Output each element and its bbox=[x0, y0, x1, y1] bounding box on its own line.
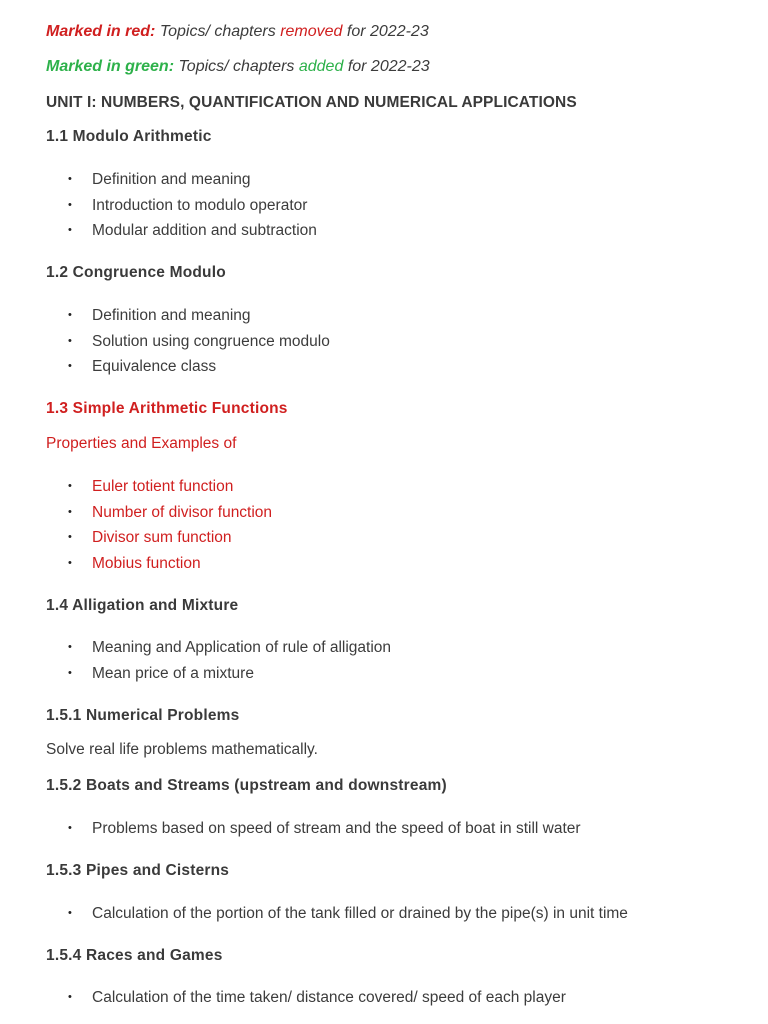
list-item: • Equivalence class bbox=[46, 354, 768, 380]
section-heading: 1.5.1 Numerical Problems bbox=[46, 707, 240, 724]
section-1-5-4 bbox=[46, 947, 768, 965]
legend-red-word: removed bbox=[280, 23, 343, 40]
section-1-3-list bbox=[46, 474, 768, 576]
list-item: • Calculation of the portion of the tank filled or drained by the pipe(s) in unit time bbox=[46, 901, 768, 927]
section-heading: 1.5.4 Races and Games bbox=[46, 947, 223, 964]
list-item: • Meaning and Application of rule of alligation bbox=[46, 635, 768, 661]
list-item: • Calculation of the time taken/ distance covered/ speed of each player bbox=[46, 985, 768, 1011]
section-text: Solve real life problems mathematically. bbox=[46, 741, 318, 758]
section-1-5-1 bbox=[46, 707, 768, 725]
legend-added bbox=[46, 58, 430, 76]
section-1-4 bbox=[46, 597, 768, 615]
section-1-5-4-list bbox=[46, 985, 768, 1011]
section-1-5-2 bbox=[46, 777, 768, 795]
section-1-5-3-list bbox=[46, 901, 768, 927]
list-item: • Problems based on speed of stream and the speed of boat in still water bbox=[46, 816, 768, 842]
section-heading: 1.2 Congruence Modulo bbox=[46, 264, 226, 281]
list-item: • Mobius function bbox=[46, 551, 768, 577]
section-1-3-intro bbox=[46, 435, 768, 453]
section-heading: 1.5.3 Pipes and Cisterns bbox=[46, 862, 230, 879]
section-1-3 bbox=[46, 400, 768, 418]
list-item: • Divisor sum function bbox=[46, 525, 768, 551]
legend-green-label: Marked in green: bbox=[46, 58, 175, 75]
list-item: • Mean price of a mixture bbox=[46, 661, 768, 687]
legend-red-text-post: for 2022-23 bbox=[346, 23, 429, 40]
list-item: • Euler totient function bbox=[46, 474, 768, 500]
list-item: • Solution using congruence modulo bbox=[46, 329, 768, 355]
section-1-2 bbox=[46, 264, 768, 282]
section-heading: 1.4 Alligation and Mixture bbox=[46, 597, 239, 614]
list-item: • Definition and meaning bbox=[46, 303, 768, 329]
section-heading: 1.3 Simple Arithmetic Functions bbox=[46, 400, 288, 417]
section-1-1-list bbox=[46, 167, 768, 244]
list-item: • Modular addition and subtraction bbox=[46, 218, 768, 244]
legend-removed bbox=[46, 23, 429, 41]
list-item: • Definition and meaning bbox=[46, 167, 768, 193]
list-item: • Introduction to modulo operator bbox=[46, 193, 768, 219]
list-item: • Number of divisor function bbox=[46, 500, 768, 526]
section-1-5-1-text bbox=[46, 741, 768, 759]
legend-red-text-pre: Topics/ chapters bbox=[159, 23, 276, 40]
section-heading: 1.5.2 Boats and Streams (upstream and downstream) bbox=[46, 777, 447, 794]
section-1-2-list bbox=[46, 303, 768, 380]
legend-green-text-pre: Topics/ chapters bbox=[178, 58, 295, 75]
section-1-4-list bbox=[46, 635, 768, 686]
section-heading: 1.1 Modulo Arithmetic bbox=[46, 128, 212, 145]
section-intro: Properties and Examples of bbox=[46, 435, 237, 452]
unit-title: UNIT I: NUMBERS, QUANTIFICATION AND NUMERICAL APPLICATIONS bbox=[46, 94, 577, 111]
section-1-1 bbox=[46, 128, 768, 146]
section-1-5-3 bbox=[46, 862, 768, 880]
legend-green-word: added bbox=[298, 58, 344, 75]
section-1-5-2-list bbox=[46, 816, 768, 842]
legend-green-text-post: for 2022-23 bbox=[347, 58, 430, 75]
legend-red-label: Marked in red: bbox=[46, 23, 156, 40]
